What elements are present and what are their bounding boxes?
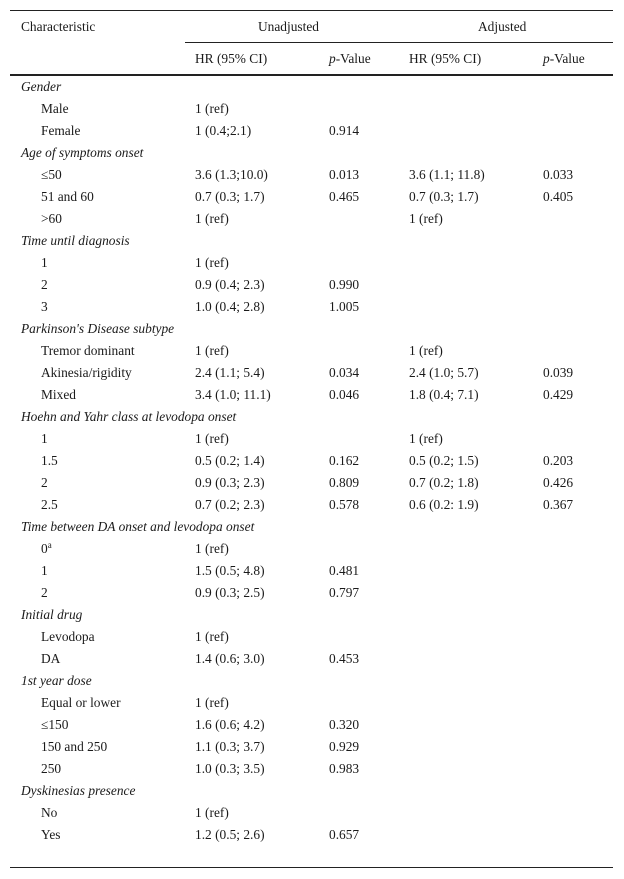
pvalue-unadjusted-cell: 0.809 xyxy=(329,475,360,490)
hr-adjusted-cell: 3.6 (1.1; 11.8) xyxy=(409,167,485,182)
pvalue-unadjusted-cell: 0.983 xyxy=(329,761,360,776)
hr-unadjusted-cell: 1 (ref) xyxy=(195,211,229,226)
pvalue-adjusted-cell: 0.039 xyxy=(543,365,574,380)
table-row xyxy=(0,758,624,780)
row-label: Akinesia/rigidity xyxy=(41,365,132,380)
table-row xyxy=(0,824,624,846)
hr-unadjusted-cell: 1.2 (0.5; 2.6) xyxy=(195,827,265,842)
row-label: Equal or lower xyxy=(41,695,121,710)
group-title: Initial drug xyxy=(21,607,83,622)
pvalue-unadjusted-cell: 0.320 xyxy=(329,717,360,732)
hr-adjusted-cell: 1 (ref) xyxy=(409,211,443,226)
group-title: Time until diagnosis xyxy=(21,233,130,248)
hr-unadjusted-cell: 0.7 (0.2; 2.3) xyxy=(195,497,265,512)
row-label: Mixed xyxy=(41,387,76,402)
hr-unadjusted-cell: 1.0 (0.3; 3.5) xyxy=(195,761,265,776)
group-title: Dyskinesias presence xyxy=(21,783,136,798)
hr-unadjusted-cell: 1 (ref) xyxy=(195,101,229,116)
header-unadjusted: Unadjusted xyxy=(258,19,319,34)
table-row xyxy=(0,626,624,648)
row-label: 2 xyxy=(41,475,48,490)
row-label: 250 xyxy=(41,761,62,776)
row-label-text: 0 xyxy=(41,541,48,556)
hr-adjusted-cell: 1 (ref) xyxy=(409,431,443,446)
pvalue-unadjusted-cell: 0.046 xyxy=(329,387,360,402)
row-label: Yes xyxy=(41,827,61,842)
group-title: Parkinson's Disease subtype xyxy=(21,321,175,336)
group-header-row xyxy=(0,604,624,626)
pvalue-adjusted-cell: 0.405 xyxy=(543,189,574,204)
hr-unadjusted-cell: 1.5 (0.5; 4.8) xyxy=(195,563,265,578)
pvalue-unadjusted-cell: 0.465 xyxy=(329,189,360,204)
pvalue-unadjusted-cell: 0.990 xyxy=(329,277,360,292)
row-label: ≤150 xyxy=(41,717,69,732)
table-row xyxy=(0,120,624,142)
row-label: 1 xyxy=(41,255,48,270)
pvalue-unadjusted-cell: 0.914 xyxy=(329,123,360,138)
hr-unadjusted-cell: 3.6 (1.3;10.0) xyxy=(195,167,268,182)
table-body xyxy=(0,76,624,846)
group-header-row xyxy=(0,780,624,802)
table-row xyxy=(0,736,624,758)
hr-adjusted-cell: 0.6 (0.2: 1.9) xyxy=(409,497,479,512)
hr-unadjusted-cell: 0.9 (0.3; 2.5) xyxy=(195,585,265,600)
group-header-row xyxy=(0,670,624,692)
hr-unadjusted-cell: 1.1 (0.3; 3.7) xyxy=(195,739,265,754)
header-adjusted: Adjusted xyxy=(478,19,527,34)
table-row xyxy=(0,560,624,582)
table-top-rule xyxy=(10,10,613,11)
hr-unadjusted-cell: 3.4 (1.0; 11.1) xyxy=(195,387,271,402)
table-row xyxy=(0,164,624,186)
header-group-rule xyxy=(185,42,613,43)
table-row xyxy=(0,450,624,472)
header-pvalue-unadjusted: p-Value xyxy=(329,51,371,66)
pvalue-unadjusted-cell: 1.005 xyxy=(329,299,360,314)
footnote-marker: a xyxy=(47,540,52,550)
table-row xyxy=(0,538,624,560)
hr-adjusted-cell: 2.4 (1.0; 5.7) xyxy=(409,365,479,380)
row-label: No xyxy=(41,805,58,820)
hr-unadjusted-cell: 1.4 (0.6; 3.0) xyxy=(195,651,265,666)
row-label: 3 xyxy=(41,299,48,314)
hr-adjusted-cell: 0.7 (0.3; 1.7) xyxy=(409,189,479,204)
table-row xyxy=(0,384,624,406)
group-header-row xyxy=(0,516,624,538)
pvalue-unadjusted-cell: 0.929 xyxy=(329,739,360,754)
hr-unadjusted-cell: 1 (ref) xyxy=(195,541,229,556)
row-label: DA xyxy=(41,651,61,666)
hr-unadjusted-cell: 0.7 (0.3; 1.7) xyxy=(195,189,265,204)
hr-adjusted-cell: 0.7 (0.2; 1.8) xyxy=(409,475,479,490)
hr-unadjusted-cell: 1 (0.4;2.1) xyxy=(195,123,252,138)
pvalue-unadjusted-cell: 0.013 xyxy=(329,167,360,182)
table-row xyxy=(0,208,624,230)
hr-unadjusted-cell: 1 (ref) xyxy=(195,805,229,820)
hr-unadjusted-cell: 0.5 (0.2; 1.4) xyxy=(195,453,265,468)
row-label xyxy=(41,541,52,557)
hr-unadjusted-cell: 1 (ref) xyxy=(195,255,229,270)
hr-adjusted-cell: 1.8 (0.4; 7.1) xyxy=(409,387,479,402)
group-title: Time between DA onset and levodopa onset xyxy=(21,519,255,534)
group-title: Age of symptoms onset xyxy=(21,145,144,160)
hr-unadjusted-cell: 0.9 (0.4; 2.3) xyxy=(195,277,265,292)
hr-unadjusted-cell: 1.0 (0.4; 2.8) xyxy=(195,299,265,314)
hr-unadjusted-cell: 1.6 (0.6; 4.2) xyxy=(195,717,265,732)
hr-unadjusted-cell: 2.4 (1.1; 5.4) xyxy=(195,365,265,380)
pvalue-unadjusted-cell: 0.657 xyxy=(329,827,360,842)
group-title: 1st year dose xyxy=(21,673,92,688)
pvalue-unadjusted-cell: 0.481 xyxy=(329,563,360,578)
header-hr-adjusted: HR (95% CI) xyxy=(409,51,482,66)
row-label: 1 xyxy=(41,431,48,446)
row-label: 2.5 xyxy=(41,497,58,512)
hr-unadjusted-cell: 1 (ref) xyxy=(195,343,229,358)
table-row xyxy=(0,494,624,516)
table-row xyxy=(0,472,624,494)
table-bottom-rule xyxy=(10,867,613,868)
group-title: Hoehn and Yahr class at levodopa onset xyxy=(21,409,237,424)
hr-unadjusted-cell: 1 (ref) xyxy=(195,695,229,710)
hr-adjusted-cell: 1 (ref) xyxy=(409,343,443,358)
pvalue-unadjusted-cell: 0.453 xyxy=(329,651,360,666)
table-row xyxy=(0,428,624,450)
group-title: Gender xyxy=(21,79,62,94)
group-header-row xyxy=(0,142,624,164)
pvalue-unadjusted-cell: 0.162 xyxy=(329,453,360,468)
table-row xyxy=(0,648,624,670)
header-hr-unadjusted: HR (95% CI) xyxy=(195,51,268,66)
header-characteristic: Characteristic xyxy=(21,19,96,34)
pvalue-unadjusted-cell: 0.797 xyxy=(329,585,360,600)
row-label: Levodopa xyxy=(41,629,95,644)
pvalue-adjusted-cell: 0.429 xyxy=(543,387,574,402)
row-label: 2 xyxy=(41,277,48,292)
row-label: 2 xyxy=(41,585,48,600)
group-header-row xyxy=(0,406,624,428)
row-label: 51 and 60 xyxy=(41,189,94,204)
pvalue-adjusted-cell: 0.426 xyxy=(543,475,574,490)
pvalue-adjusted-cell: 0.203 xyxy=(543,453,574,468)
row-label: 1 xyxy=(41,563,48,578)
pvalue-unadjusted-cell: 0.578 xyxy=(329,497,360,512)
table-row xyxy=(0,296,624,318)
table-row xyxy=(0,362,624,384)
table-row xyxy=(0,340,624,362)
table-row xyxy=(0,714,624,736)
table-row xyxy=(0,252,624,274)
group-header-row xyxy=(0,318,624,340)
table-row xyxy=(0,186,624,208)
group-header-row xyxy=(0,76,624,98)
table-row xyxy=(0,582,624,604)
hr-adjusted-cell: 0.5 (0.2; 1.5) xyxy=(409,453,479,468)
group-header-row xyxy=(0,230,624,252)
hr-unadjusted-cell: 0.9 (0.3; 2.3) xyxy=(195,475,265,490)
pvalue-adjusted-cell: 0.033 xyxy=(543,167,574,182)
row-label: Tremor dominant xyxy=(41,343,135,358)
table-row xyxy=(0,802,624,824)
table-row xyxy=(0,98,624,120)
table-row xyxy=(0,692,624,714)
pvalue-unadjusted-cell: 0.034 xyxy=(329,365,360,380)
row-label: 1.5 xyxy=(41,453,58,468)
header-pvalue-adjusted: p-Value xyxy=(543,51,585,66)
hr-unadjusted-cell: 1 (ref) xyxy=(195,629,229,644)
hr-unadjusted-cell: 1 (ref) xyxy=(195,431,229,446)
table-row xyxy=(0,274,624,296)
row-label: >60 xyxy=(41,211,62,226)
row-label: Female xyxy=(41,123,81,138)
row-label: ≤50 xyxy=(41,167,62,182)
pvalue-adjusted-cell: 0.367 xyxy=(543,497,574,512)
row-label: 150 and 250 xyxy=(41,739,108,754)
row-label: Male xyxy=(41,101,69,116)
